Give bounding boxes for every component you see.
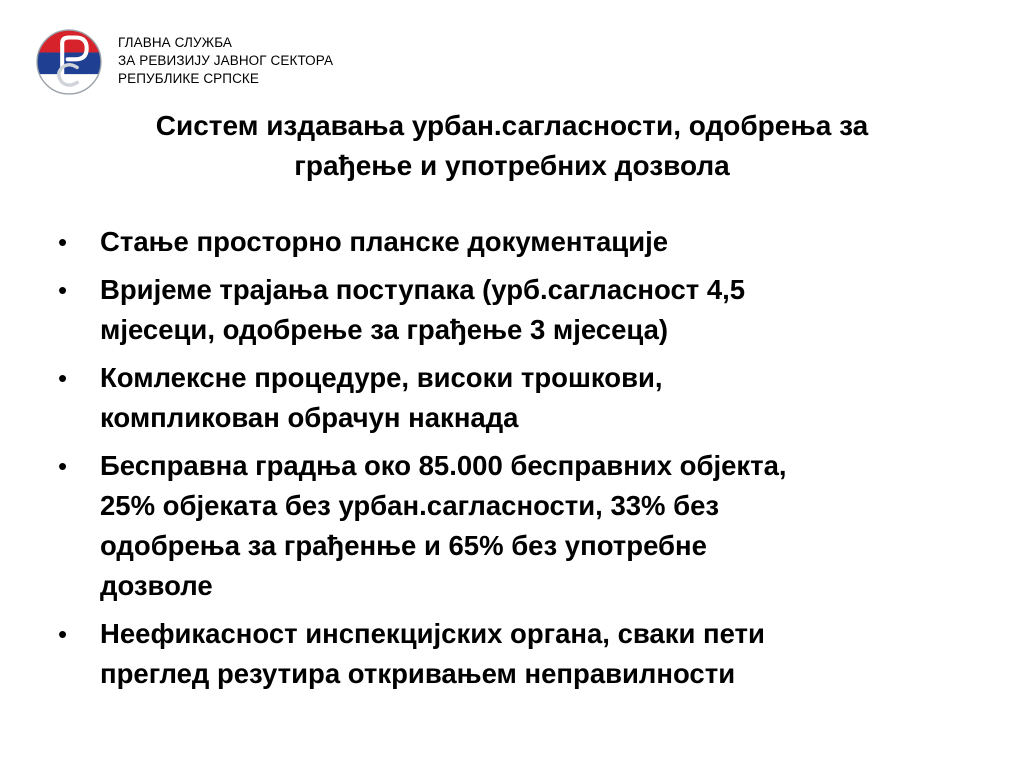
bullet-text-line: Вријеме трајања поступака (урб.сагласност 4,5 xyxy=(100,274,746,305)
audit-office-logo-icon xyxy=(35,28,103,96)
bullet-item xyxy=(54,446,1004,606)
bullet-item xyxy=(54,270,1004,350)
bullet-text-line: 25% објеката без урбан.сагласности, 33% без xyxy=(100,490,720,521)
slide-title-line: грађење и употребних дозвола xyxy=(294,150,730,181)
organization-name xyxy=(118,34,333,88)
bullet-glyph: • xyxy=(58,451,68,481)
slide-title xyxy=(40,106,984,186)
bullet-text-line: одобрења за грађенње и 65% без употребне xyxy=(100,530,707,561)
organization-name-line: ЗА РЕВИЗИЈУ ЈАВНОГ СЕКТОРА xyxy=(118,53,334,68)
bullet-glyph: • xyxy=(58,619,68,649)
bullet-text-line: компликован обрачун накнада xyxy=(100,402,519,433)
bullet-item xyxy=(54,614,1004,694)
bullet-item xyxy=(54,358,1004,438)
organization-name-line: ГЛАВНА СЛУЖБА xyxy=(118,35,232,50)
bullet-text-line: дозволе xyxy=(100,570,213,601)
bullet-text-line: Бесправна градња око 85.000 бесправних објекта, xyxy=(100,450,787,481)
bullet-text-line: мјесеци, одобрење за грађење 3 мјесеца) xyxy=(100,314,669,345)
bullet-text-line: Стање просторно планске документације xyxy=(100,226,669,257)
bullet-text-line: Неефикасност инспекцијских органа, сваки пети xyxy=(100,618,765,649)
bullet-list xyxy=(54,222,1004,702)
bullet-glyph: • xyxy=(58,227,68,257)
slide-title-line: Систем издавања урбан.сагласности, одобрења за xyxy=(155,110,869,141)
bullet-glyph: • xyxy=(58,363,68,393)
organization-name-line: РЕПУБЛИКЕ СРПСКЕ xyxy=(118,71,260,86)
bullet-item xyxy=(54,222,1004,262)
bullet-text-line: Комлексне процедуре, високи трошкови, xyxy=(100,362,663,393)
bullet-text-line: преглед резутира откривањем неправилности xyxy=(100,658,736,689)
bullet-glyph: • xyxy=(58,275,68,305)
